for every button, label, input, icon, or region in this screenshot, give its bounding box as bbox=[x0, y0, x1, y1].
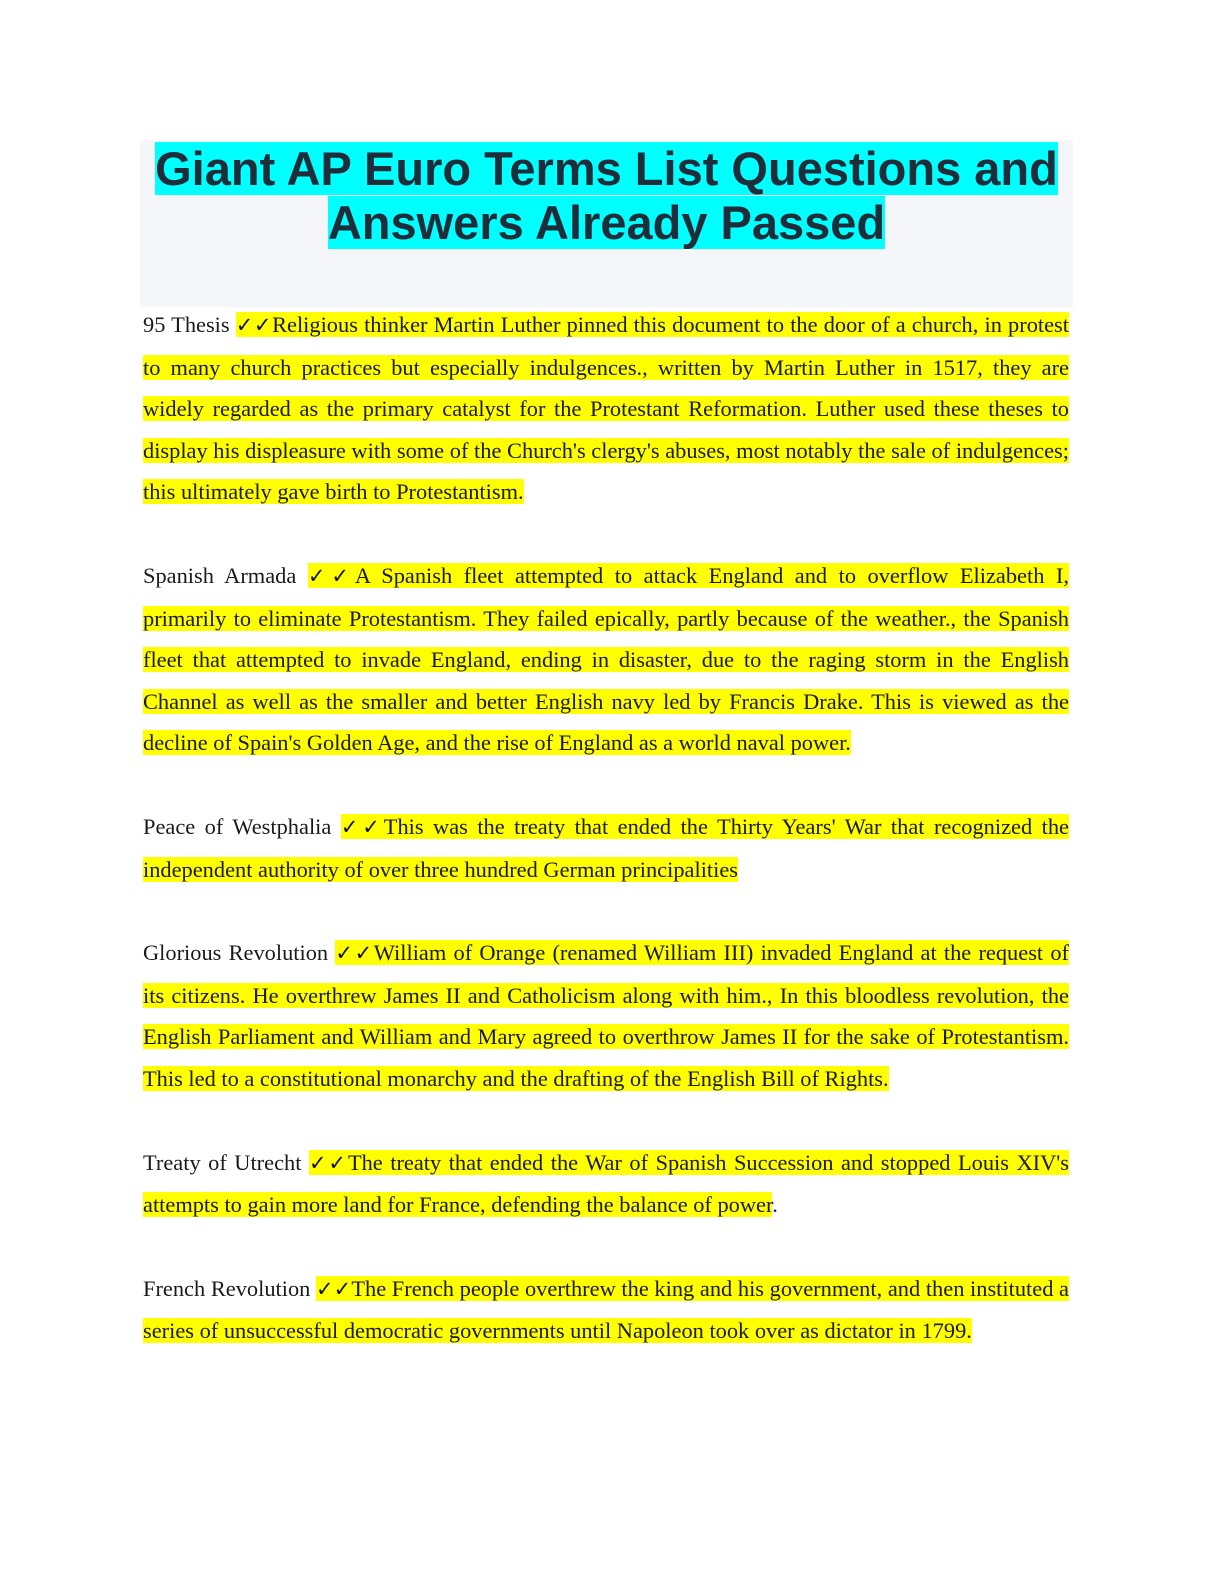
term-definition: William of Orange (renamed William III) invaded England at the request of its citizens. He overthrew James II and Catholicism along with him., In this bloodless revolution, the English Parliament and William and Mary agreed to overthrow James II for the sake of Protestantism. This led to a constitutional monarchy and the drafting of the English Bill of Rights. bbox=[143, 940, 1069, 1091]
term-entry bbox=[143, 555, 1069, 764]
double-check-icon: ✓✓ bbox=[307, 563, 355, 588]
term-label: 95 Thesis bbox=[143, 312, 230, 337]
term-entry bbox=[143, 806, 1069, 890]
title-block bbox=[140, 140, 1073, 307]
double-check-icon: ✓✓ bbox=[235, 313, 273, 337]
term-label: Peace of Westphalia bbox=[143, 813, 332, 839]
title-line-1: Giant AP Euro Terms List Questions and bbox=[155, 142, 1058, 195]
term-definition: The treaty that ended the War of Spanish Succession and stopped Louis XIV's attempts to gain more land for France, defending the balance of power bbox=[143, 1149, 1069, 1218]
terms-list bbox=[143, 304, 1069, 1394]
double-check-icon: ✓✓ bbox=[308, 1150, 348, 1175]
term-entry bbox=[143, 1268, 1069, 1352]
term-entry bbox=[143, 932, 1069, 1099]
term-entry bbox=[143, 1142, 1069, 1226]
term-trailing-punctuation: . bbox=[772, 1192, 778, 1218]
term-definition: This was the treaty that ended the Thirty Years' War that recognized the independent authority of over three hundred German principalities bbox=[143, 813, 1069, 882]
term-definition: Religious thinker Martin Luther pinned this document to the door of a church, in protest to many church practices but especially indulgences., written by Martin Luther in 1517, they are widely regarded as the primary catalyst for the Protestant Reformation. Luther used these theses to display his displeasure with some of the Church's clergy's abuses, most notably the sale of indulgences; this ultimately gave birth to Protestantism. bbox=[143, 312, 1069, 505]
term-entry bbox=[143, 304, 1069, 513]
term-definition: The French people overthrew the king and his government, and then instituted a series of unsuccessful democratic governments until Napoleon took over as dictator in 1799. bbox=[143, 1275, 1069, 1344]
term-label: Glorious Revolution bbox=[143, 940, 329, 966]
double-check-icon: ✓✓ bbox=[335, 941, 374, 966]
term-label: Spanish Armada bbox=[143, 562, 297, 588]
double-check-icon: ✓✓ bbox=[340, 814, 384, 839]
term-label: Treaty of Utrecht bbox=[143, 1149, 302, 1175]
document-title bbox=[140, 140, 1073, 250]
double-check-icon: ✓✓ bbox=[316, 1276, 352, 1301]
title-line-2: Answers Already Passed bbox=[327, 196, 886, 249]
term-definition: A Spanish fleet attempted to attack England and to overflow Elizabeth I, primarily to eliminate Protestantism. They failed epically, partly because of the weather., the Spanish fleet that attempted to invade England, ending in disaster, due to the raging storm in the English Channel as well as the smaller and better English navy led by Francis Drake. This is viewed as the decline of Spain's Golden Age, and the rise of England as a world naval power. bbox=[143, 562, 1069, 756]
term-label: French Revolution bbox=[143, 1275, 311, 1301]
